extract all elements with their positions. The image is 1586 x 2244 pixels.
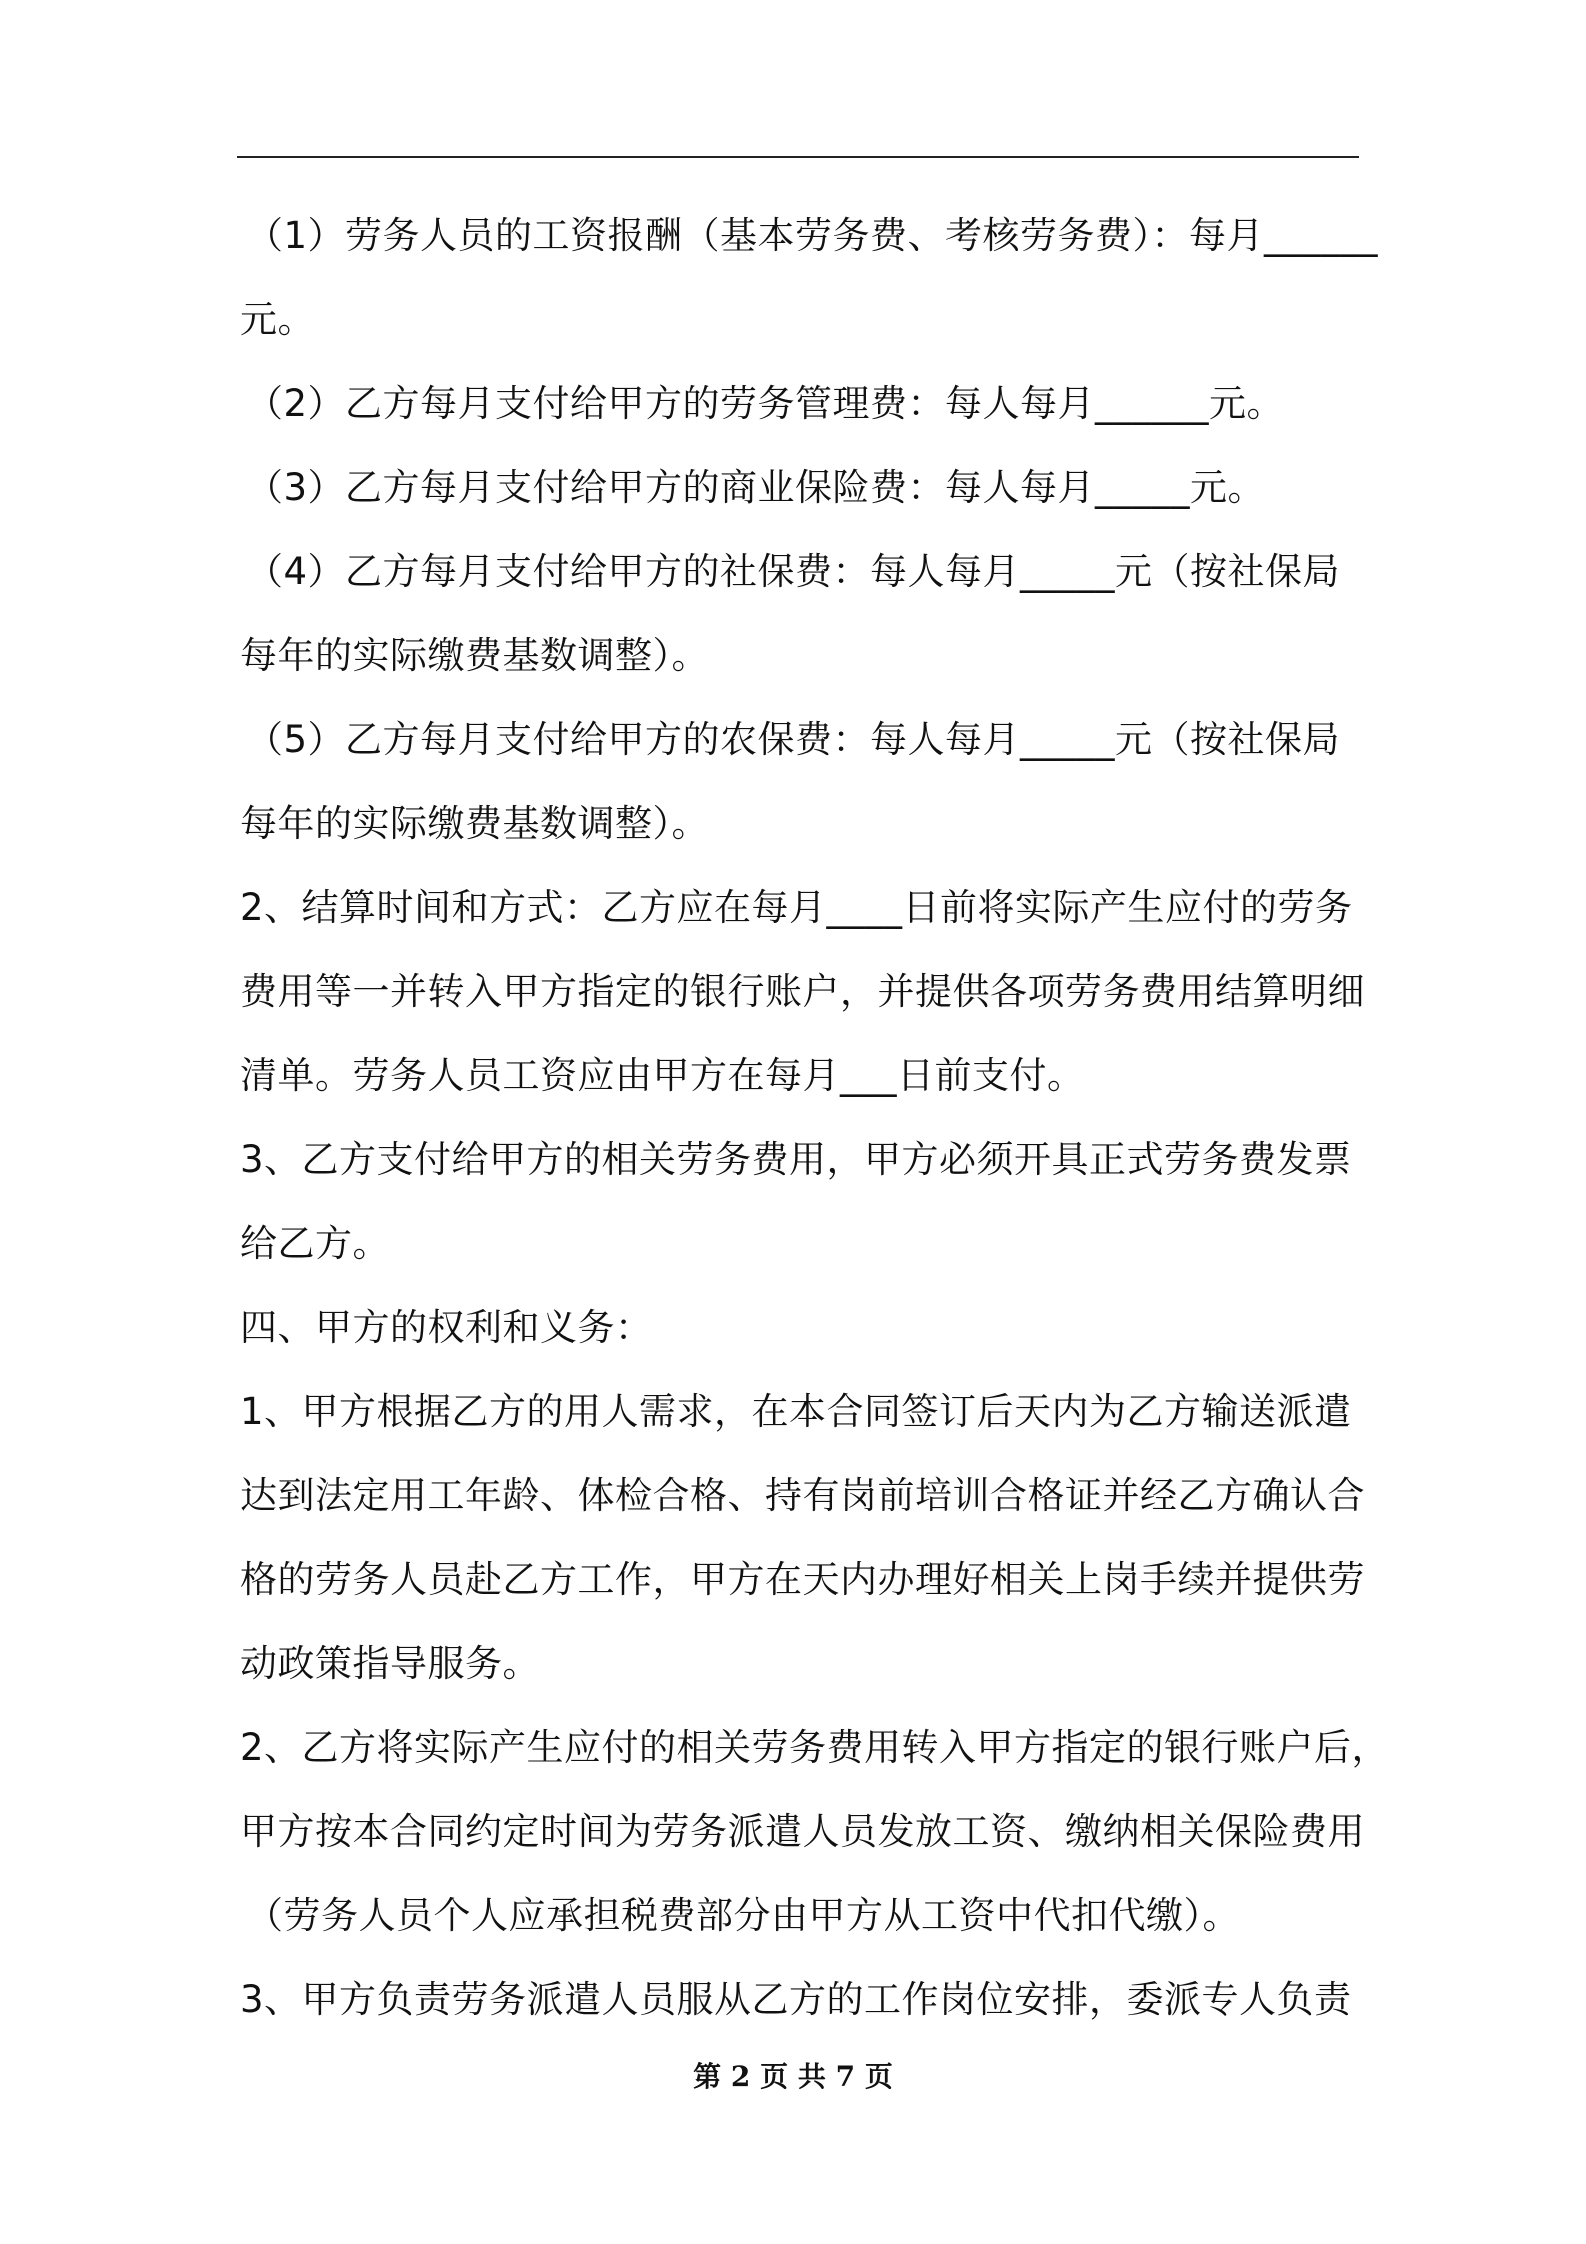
paragraph-line: 格的劳务人员赴乙方工作，甲方在天内办理好相关上岗手续并提供劳: [240, 1558, 1365, 1601]
paragraph-line: （4）乙方每月支付给甲方的社保费：每人每月_____元（按社保局: [246, 550, 1341, 593]
header-rule: [237, 156, 1359, 158]
paragraph-line: （2）乙方每月支付给甲方的劳务管理费：每人每月______元。: [246, 382, 1285, 425]
paragraph-line: 动政策指导服务。: [240, 1642, 540, 1685]
paragraph-line: 2、结算时间和方式：乙方应在每月____日前将实际产生应付的劳务: [240, 886, 1353, 929]
section-heading: 四、甲方的权利和义务：: [240, 1306, 653, 1349]
paragraph-line: （3）乙方每月支付给甲方的商业保险费：每人每月_____元。: [246, 466, 1266, 509]
paragraph-line: 2、乙方将实际产生应付的相关劳务费用转入甲方指定的银行账户后，: [240, 1726, 1390, 1769]
paragraph-line: （劳务人员个人应承担税费部分由甲方从工资中代扣代缴）。: [246, 1894, 1240, 1937]
paragraph-line: 费用等一并转入甲方指定的银行账户，并提供各项劳务费用结算明细: [240, 970, 1365, 1013]
paragraph-line: 元。: [240, 298, 315, 341]
paragraph-line: 1、甲方根据乙方的用人需求，在本合同签订后天内为乙方输送派遣: [240, 1390, 1352, 1433]
paragraph-line: 甲方按本合同约定时间为劳务派遣人员发放工资、缴纳相关保险费用: [240, 1810, 1365, 1853]
paragraph-line: 达到法定用工年龄、体检合格、持有岗前培训合格证并经乙方确认合: [240, 1474, 1365, 1517]
paragraph-line: （1）劳务人员的工资报酬（基本劳务费、考核劳务费）：每月______: [246, 214, 1379, 257]
paragraph-line: 每年的实际缴费基数调整）。: [240, 802, 709, 845]
paragraph-line: （5）乙方每月支付给甲方的农保费：每人每月_____元（按社保局: [246, 718, 1341, 761]
paragraph-line: 清单。劳务人员工资应由甲方在每月___日前支付。: [240, 1054, 1085, 1097]
page-number: 第 2 页 共 7 页: [693, 2060, 893, 2093]
paragraph-line: 3、甲方负责劳务派遣人员服从乙方的工作岗位安排，委派专人负责: [240, 1978, 1352, 2021]
document-body: [240, 206, 1390, 2054]
paragraph-line: 3、乙方支付给甲方的相关劳务费用，甲方必须开具正式劳务费发票: [240, 1138, 1352, 1181]
paragraph-line: 给乙方。: [240, 1222, 390, 1265]
paragraph-line: 每年的实际缴费基数调整）。: [240, 634, 709, 677]
